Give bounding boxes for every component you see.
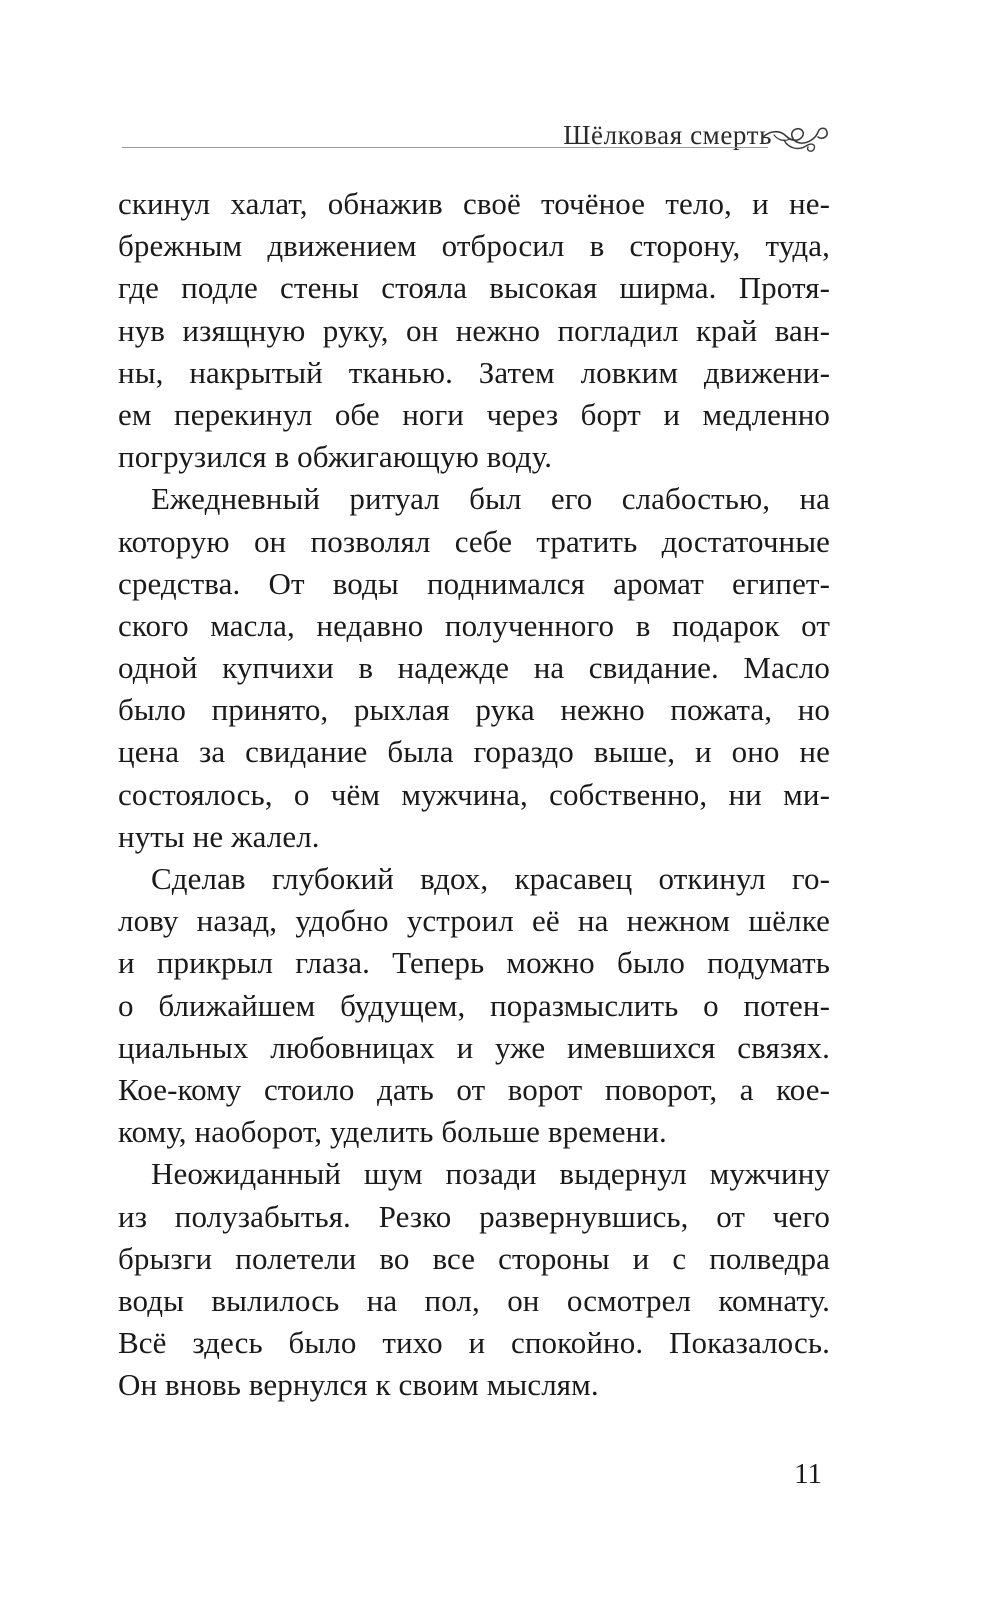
- text-line: погрузился в обжигающую воду.: [118, 439, 553, 475]
- text-line: цена за свидание была гораздо выше, и оно не: [118, 734, 830, 770]
- text-line: нуты не жалел.: [118, 818, 320, 854]
- text-line: воды вылилось на пол, он осмотрел комнату.: [118, 1282, 830, 1318]
- text-line: лову назад, удобно устроил её на нежном шёлке: [118, 903, 830, 939]
- text-line: нув изящную руку, он нежно погладил край ван-: [118, 312, 830, 348]
- flourish-ornament-icon: [760, 118, 830, 158]
- text-line: Неожиданный шум позади выдернул мужчину: [151, 1156, 830, 1192]
- text-line: где подле стены стояла высокая ширма. Протя-: [118, 270, 830, 306]
- text-line: Всё здесь было тихо и спокойно. Показалось.: [118, 1325, 830, 1361]
- text-line: и прикрыл глаза. Теперь можно было подумать: [118, 945, 830, 981]
- header-rule: [122, 147, 768, 148]
- text-line: Сделав глубокий вдох, красавец откинул го-: [151, 861, 830, 896]
- text-line: скинул халат, обнажив своё точёное тело, и не-: [118, 186, 830, 221]
- text-line: брежным движением отбросил в сторону, туда,: [118, 228, 830, 264]
- text-line: ем перекинул обе ноги через борт и медленно: [118, 396, 830, 432]
- text-line: одной купчихи в надежде на свидание. Масло: [118, 650, 830, 686]
- text-line: о ближайшем будущем, поразмыслить о потен-: [118, 987, 830, 1023]
- text-line: из полузабытья. Резко развернувшись, от чего: [118, 1198, 830, 1234]
- text-line: циальных любовницах и уже имевшихся связях.: [118, 1029, 830, 1065]
- running-header-title: Шёлковая смерть: [563, 120, 772, 150]
- text-line: Он вновь вернулся к своим мыслям.: [118, 1367, 599, 1403]
- page-number: 11: [794, 1458, 822, 1490]
- text-line: ны, накрытый тканью. Затем ловким движени-: [118, 354, 830, 390]
- text-line: состоялось, о чём мужчина, собственно, ни ми-: [118, 776, 830, 812]
- text-line: Ежедневный ритуал был его слабостью, на: [151, 481, 830, 517]
- running-header: [122, 112, 830, 152]
- text-line: ского масла, недавно полученного в подарок от: [118, 607, 830, 643]
- body-text: [118, 183, 830, 1406]
- text-line: было принято, рыхлая рука нежно пожата, но: [118, 692, 830, 728]
- text-line: кому, наоборот, уделить больше времени.: [118, 1114, 667, 1150]
- text-line: брызги полетели во все стороны и с полведра: [118, 1240, 830, 1276]
- text-line: которую он позволял себе тратить достаточные: [118, 523, 830, 559]
- text-line: средства. От воды поднимался аромат египет-: [118, 565, 830, 601]
- text-line: Кое-кому стоило дать от ворот поворот, а кое-: [118, 1071, 830, 1107]
